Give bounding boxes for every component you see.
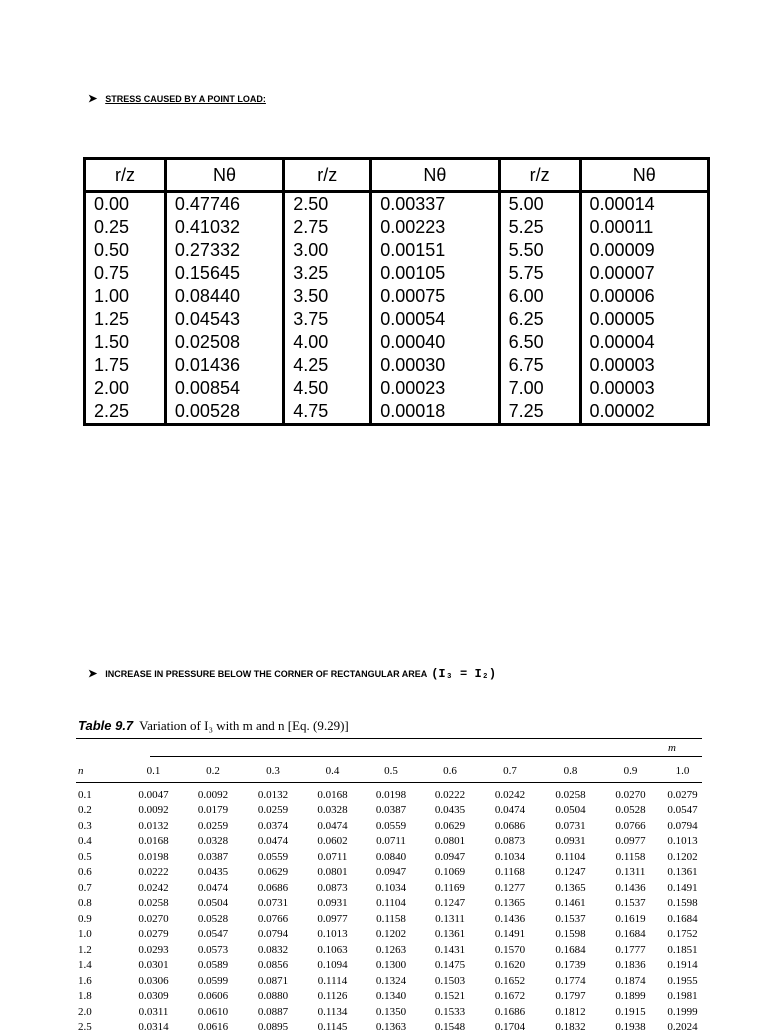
table-cell: 0.0887 xyxy=(243,1004,303,1020)
table-cell: 0.0931 xyxy=(540,834,601,850)
table-cell: 0.1491 xyxy=(660,880,705,896)
table-cell: 5.50 xyxy=(499,239,580,262)
n-value-cell: 1.4 xyxy=(76,958,124,974)
table-cell: 0.1915 xyxy=(601,1004,660,1020)
table-cell: 0.1168 xyxy=(480,865,540,881)
table-cell: 0.1684 xyxy=(660,911,705,927)
table-cell: 0.0387 xyxy=(183,849,243,865)
table-cell: 0.00003 xyxy=(580,354,708,377)
m-value-header: 0.8 xyxy=(540,761,601,781)
table-cell: 0.0629 xyxy=(243,865,303,881)
table-cell: 0.1537 xyxy=(540,911,601,927)
table-cell: 1.50 xyxy=(85,331,166,354)
table-cell: 4.25 xyxy=(284,354,371,377)
table-cell: 0.1598 xyxy=(540,927,601,943)
n-value-cell: 2.5 xyxy=(76,1020,124,1035)
table-cell: 0.0328 xyxy=(183,834,243,850)
table-cell: 0.0801 xyxy=(420,834,480,850)
m-value-header: 0.7 xyxy=(480,761,540,781)
table-cell: 0.00337 xyxy=(371,192,499,217)
table-cell: 0.0132 xyxy=(124,818,183,834)
n-value-cell: 0.5 xyxy=(76,849,124,865)
table-row xyxy=(76,834,705,850)
table-cell: 0.0610 xyxy=(183,1004,243,1020)
table-cell: 0.0573 xyxy=(183,942,243,958)
m-value-header: 0.3 xyxy=(243,761,303,781)
table-cell: 1.00 xyxy=(85,285,166,308)
table-cell: 0.0198 xyxy=(362,787,420,803)
table-row xyxy=(85,400,709,425)
table-cell: 0.1874 xyxy=(601,973,660,989)
table-row xyxy=(76,989,705,1005)
table-cell: 0.0871 xyxy=(243,973,303,989)
table-cell: 3.50 xyxy=(284,285,371,308)
table-cell: 0.1503 xyxy=(420,973,480,989)
table-cell: 0.00075 xyxy=(371,285,499,308)
table-cell: 0.1704 xyxy=(480,1020,540,1035)
table-cell: 0.1672 xyxy=(480,989,540,1005)
column-header: r/z xyxy=(85,159,166,192)
table-cell: 0.00007 xyxy=(580,262,708,285)
column-header: r/z xyxy=(284,159,371,192)
table-cell: 0.00040 xyxy=(371,331,499,354)
point-load-table xyxy=(83,157,710,426)
table-cell: 0.1340 xyxy=(362,989,420,1005)
table-cell: 0.0947 xyxy=(362,865,420,881)
n-value-cell: 0.7 xyxy=(76,880,124,896)
table-cell: 0.0309 xyxy=(124,989,183,1005)
table-cell: 0.1063 xyxy=(303,942,362,958)
table-cell: 0.0589 xyxy=(183,958,243,974)
table-cell: 0.1311 xyxy=(601,865,660,881)
table-cell: 0.1247 xyxy=(420,896,480,912)
n-value-cell: 0.3 xyxy=(76,818,124,834)
table-cell: 0.1533 xyxy=(420,1004,480,1020)
table-cell: 0.0559 xyxy=(243,849,303,865)
table-row xyxy=(85,354,709,377)
table-cell: 0.0895 xyxy=(243,1020,303,1035)
table-cell: 0.0047 xyxy=(124,787,183,803)
table-cell: 0.0801 xyxy=(303,865,362,881)
table-cell: 0.0474 xyxy=(183,880,243,896)
section-title: INCREASE IN PRESSURE BELOW THE CORNER OF RECTANGULAR AREA xyxy=(105,669,427,679)
table-cell: 0.1202 xyxy=(660,849,705,865)
m-value-header: 0.6 xyxy=(420,761,480,781)
table-9-7 xyxy=(76,761,705,1035)
table-cell: 2.75 xyxy=(284,216,371,239)
table-cell: 0.1094 xyxy=(303,958,362,974)
table-cell: 0.1034 xyxy=(480,849,540,865)
table-cell: 0.0279 xyxy=(124,927,183,943)
table-cell: 3.75 xyxy=(284,308,371,331)
table-row xyxy=(76,787,705,803)
table-cell: 0.1537 xyxy=(601,896,660,912)
table-cell: 0.0766 xyxy=(243,911,303,927)
table-header-row xyxy=(76,761,705,781)
table-cell: 0.0856 xyxy=(243,958,303,974)
section-heading-point-load xyxy=(88,92,266,105)
table-cell: 0.0629 xyxy=(420,818,480,834)
table-cell: 0.0686 xyxy=(480,818,540,834)
m-value-header: 0.4 xyxy=(303,761,362,781)
table-cell: 0.1034 xyxy=(362,880,420,896)
table-cell: 0.1812 xyxy=(540,1004,601,1020)
table-cell: 0.1832 xyxy=(540,1020,601,1035)
divider xyxy=(76,738,702,739)
table-cell: 0.0242 xyxy=(480,787,540,803)
table-row xyxy=(76,818,705,834)
n-header: n xyxy=(76,761,124,781)
table-cell: 6.50 xyxy=(499,331,580,354)
table-cell: 0.1686 xyxy=(480,1004,540,1020)
table-cell: 0.0092 xyxy=(183,787,243,803)
table-cell: 0.1461 xyxy=(540,896,601,912)
table-cell: 0.0474 xyxy=(243,834,303,850)
table-caption-text: Variation of I₃ with m and n [Eq. (9.29)] xyxy=(139,718,349,733)
m-value-header: 0.2 xyxy=(183,761,243,781)
table-cell: 0.1836 xyxy=(601,958,660,974)
table-cell: 0.00014 xyxy=(580,192,708,217)
table-cell: 0.1300 xyxy=(362,958,420,974)
table-cell: 4.75 xyxy=(284,400,371,425)
table-cell: 0.0731 xyxy=(540,818,601,834)
table-cell: 0.0258 xyxy=(124,896,183,912)
table-cell: 0.0794 xyxy=(243,927,303,943)
table-cell: 0.41032 xyxy=(165,216,283,239)
table-cell: 2.50 xyxy=(284,192,371,217)
n-value-cell: 1.6 xyxy=(76,973,124,989)
table-cell: 0.1851 xyxy=(660,942,705,958)
table-cell: 0.0293 xyxy=(124,942,183,958)
table-cell: 0.0168 xyxy=(303,787,362,803)
table-row xyxy=(85,308,709,331)
table-cell: 0.0222 xyxy=(124,865,183,881)
table-cell: 0.0977 xyxy=(601,834,660,850)
divider xyxy=(150,756,702,757)
m-axis-label: m xyxy=(668,742,676,754)
n-value-cell: 0.6 xyxy=(76,865,124,881)
table-cell: 0.1739 xyxy=(540,958,601,974)
table-cell: 0.1436 xyxy=(601,880,660,896)
table-row xyxy=(85,377,709,400)
table-cell: 0.00002 xyxy=(580,400,708,425)
table-cell: 3.00 xyxy=(284,239,371,262)
table-cell: 0.0602 xyxy=(303,834,362,850)
table-row xyxy=(76,942,705,958)
table-cell: 0.1169 xyxy=(420,880,480,896)
table-cell: 0.1797 xyxy=(540,989,601,1005)
table-cell: 0.1774 xyxy=(540,973,601,989)
n-value-cell: 0.4 xyxy=(76,834,124,850)
table-cell: 0.1114 xyxy=(303,973,362,989)
table-cell: 0.0606 xyxy=(183,989,243,1005)
table-cell: 0.0504 xyxy=(183,896,243,912)
table-cell: 0.00011 xyxy=(580,216,708,239)
table-cell: 0.02508 xyxy=(165,331,283,354)
table-row xyxy=(85,192,709,217)
table-cell: 0.1263 xyxy=(362,942,420,958)
n-value-cell: 0.1 xyxy=(76,787,124,803)
table-cell: 0.1684 xyxy=(540,942,601,958)
section-title: STRESS CAUSED BY A POINT LOAD: xyxy=(105,94,266,104)
arrow-bullet-icon: ➤ xyxy=(88,92,97,105)
table-row xyxy=(76,1020,705,1035)
column-header: Nθ xyxy=(580,159,708,192)
table-row xyxy=(76,896,705,912)
table-cell: 0.0328 xyxy=(303,803,362,819)
table-cell: 0.1752 xyxy=(660,927,705,943)
table-cell: 0.1570 xyxy=(480,942,540,958)
section-heading-rectangular-area xyxy=(88,667,496,681)
table-cell: 0.1938 xyxy=(601,1020,660,1035)
table-cell: 0.00054 xyxy=(371,308,499,331)
table-number: Table 9.7 xyxy=(78,718,133,733)
table-cell: 0.0092 xyxy=(124,803,183,819)
table-cell: 0.15645 xyxy=(165,262,283,285)
table-cell: 0.1069 xyxy=(420,865,480,881)
table-cell: 0.0616 xyxy=(183,1020,243,1035)
table-cell: 7.25 xyxy=(499,400,580,425)
table-cell: 0.0794 xyxy=(660,818,705,834)
table-cell: 0.1361 xyxy=(420,927,480,943)
table-cell: 0.00003 xyxy=(580,377,708,400)
table-row xyxy=(76,958,705,974)
table-cell: 0.75 xyxy=(85,262,166,285)
table-cell: 0.0731 xyxy=(243,896,303,912)
m-value-header: 1.0 xyxy=(660,761,705,781)
table-row xyxy=(76,927,705,943)
table-cell: 0.1431 xyxy=(420,942,480,958)
table-cell: 0.1684 xyxy=(601,927,660,943)
table-cell: 0.0880 xyxy=(243,989,303,1005)
table-row xyxy=(76,865,705,881)
table-cell: 0.1350 xyxy=(362,1004,420,1020)
table-cell: 0.1598 xyxy=(660,896,705,912)
table-cell: 0.0222 xyxy=(420,787,480,803)
table-row xyxy=(85,331,709,354)
column-header: Nθ xyxy=(165,159,283,192)
column-header: r/z xyxy=(499,159,580,192)
table-cell: 0.04543 xyxy=(165,308,283,331)
arrow-bullet-icon: ➤ xyxy=(88,667,97,680)
table-cell: 0.0947 xyxy=(420,849,480,865)
table-cell: 0.0766 xyxy=(601,818,660,834)
table-cell: 0.0547 xyxy=(660,803,705,819)
table-row xyxy=(85,216,709,239)
table-header-row xyxy=(85,159,709,192)
table-cell: 6.75 xyxy=(499,354,580,377)
table-cell: 0.1013 xyxy=(660,834,705,850)
table-cell: 2.00 xyxy=(85,377,166,400)
table-cell: 0.1013 xyxy=(303,927,362,943)
table-cell: 0.1277 xyxy=(480,880,540,896)
table-cell: 0.1247 xyxy=(540,865,601,881)
n-value-cell: 0.2 xyxy=(76,803,124,819)
table-cell: 0.0270 xyxy=(124,911,183,927)
table-cell: 0.0474 xyxy=(303,818,362,834)
table-row xyxy=(76,973,705,989)
table-cell: 0.1999 xyxy=(660,1004,705,1020)
table-cell: 0.1311 xyxy=(420,911,480,927)
table-cell: 0.0686 xyxy=(243,880,303,896)
table-cell: 0.0528 xyxy=(183,911,243,927)
n-value-cell: 0.8 xyxy=(76,896,124,912)
table-cell: 0.0314 xyxy=(124,1020,183,1035)
table-cell: 0.1777 xyxy=(601,942,660,958)
table-cell: 0.1521 xyxy=(420,989,480,1005)
table-cell: 0.1491 xyxy=(480,927,540,943)
table-cell: 6.25 xyxy=(499,308,580,331)
table-cell: 0.1363 xyxy=(362,1020,420,1035)
table-cell: 0.08440 xyxy=(165,285,283,308)
table-cell: 0.0435 xyxy=(420,803,480,819)
table-cell: 0.1620 xyxy=(480,958,540,974)
table-row xyxy=(85,285,709,308)
table-cell: 0.0259 xyxy=(183,818,243,834)
table-cell: 3.25 xyxy=(284,262,371,285)
table-cell: 0.47746 xyxy=(165,192,283,217)
table-cell: 0.0873 xyxy=(303,880,362,896)
table-cell: 0.0547 xyxy=(183,927,243,943)
table-cell: 0.0840 xyxy=(362,849,420,865)
table-cell: 0.0873 xyxy=(480,834,540,850)
table-cell: 0.1361 xyxy=(660,865,705,881)
table-row xyxy=(76,803,705,819)
table-cell: 0.1134 xyxy=(303,1004,362,1020)
table-cell: 0.0504 xyxy=(540,803,601,819)
table-cell: 0.00005 xyxy=(580,308,708,331)
table-row xyxy=(85,239,709,262)
table-cell: 0.1104 xyxy=(362,896,420,912)
n-value-cell: 2.0 xyxy=(76,1004,124,1020)
table-cell: 0.0832 xyxy=(243,942,303,958)
table-cell: 0.0306 xyxy=(124,973,183,989)
table-cell: 0.00023 xyxy=(371,377,499,400)
divider xyxy=(76,782,702,783)
m-value-header: 0.5 xyxy=(362,761,420,781)
table-cell: 5.75 xyxy=(499,262,580,285)
table-cell: 0.0301 xyxy=(124,958,183,974)
table-cell: 0.1145 xyxy=(303,1020,362,1035)
table-caption xyxy=(78,718,349,734)
table-cell: 0.00006 xyxy=(580,285,708,308)
table-cell: 5.25 xyxy=(499,216,580,239)
table-cell: 0.0387 xyxy=(362,803,420,819)
table-cell: 0.0198 xyxy=(124,849,183,865)
table-cell: 0.0435 xyxy=(183,865,243,881)
table-cell: 0.0242 xyxy=(124,880,183,896)
table-cell: 0.0270 xyxy=(601,787,660,803)
table-row xyxy=(76,911,705,927)
section-formula: (I₃ = I₂) xyxy=(431,667,496,681)
table-cell: 0.00030 xyxy=(371,354,499,377)
table-cell: 0.1104 xyxy=(540,849,601,865)
table-cell: 0.0258 xyxy=(540,787,601,803)
table-cell: 0.0279 xyxy=(660,787,705,803)
table-cell: 0.00009 xyxy=(580,239,708,262)
table-cell: 0.0528 xyxy=(601,803,660,819)
table-cell: 0.1548 xyxy=(420,1020,480,1035)
table-cell: 0.00004 xyxy=(580,331,708,354)
table-cell: 2.25 xyxy=(85,400,166,425)
table-cell: 0.0977 xyxy=(303,911,362,927)
table-cell: 0.00223 xyxy=(371,216,499,239)
table-cell: 0.0931 xyxy=(303,896,362,912)
table-cell: 0.1914 xyxy=(660,958,705,974)
table-cell: 0.50 xyxy=(85,239,166,262)
table-cell: 0.1324 xyxy=(362,973,420,989)
m-value-header: 0.1 xyxy=(124,761,183,781)
n-value-cell: 1.8 xyxy=(76,989,124,1005)
table-cell: 4.50 xyxy=(284,377,371,400)
table-cell: 0.0599 xyxy=(183,973,243,989)
table-cell: 0.1475 xyxy=(420,958,480,974)
table-cell: 0.0711 xyxy=(303,849,362,865)
table-row xyxy=(76,880,705,896)
table-cell: 0.1436 xyxy=(480,911,540,927)
table-cell: 0.1652 xyxy=(480,973,540,989)
m-value-header: 0.9 xyxy=(601,761,660,781)
table-cell: 0.1619 xyxy=(601,911,660,927)
table-cell: 0.00105 xyxy=(371,262,499,285)
table-cell: 6.00 xyxy=(499,285,580,308)
table-cell: 0.0132 xyxy=(243,787,303,803)
table-cell: 0.00528 xyxy=(165,400,283,425)
table-cell: 0.1202 xyxy=(362,927,420,943)
table-cell: 0.1365 xyxy=(540,880,601,896)
table-cell: 0.00854 xyxy=(165,377,283,400)
table-cell: 0.25 xyxy=(85,216,166,239)
table-cell: 0.0259 xyxy=(243,803,303,819)
table-cell: 1.25 xyxy=(85,308,166,331)
table-cell: 5.00 xyxy=(499,192,580,217)
table-cell: 0.0374 xyxy=(243,818,303,834)
table-cell: 0.00 xyxy=(85,192,166,217)
table-cell: 0.1126 xyxy=(303,989,362,1005)
table-cell: 0.27332 xyxy=(165,239,283,262)
table-cell: 0.1158 xyxy=(601,849,660,865)
table-cell: 0.1955 xyxy=(660,973,705,989)
n-value-cell: 0.9 xyxy=(76,911,124,927)
table-cell: 7.00 xyxy=(499,377,580,400)
n-value-cell: 1.2 xyxy=(76,942,124,958)
table-cell: 0.01436 xyxy=(165,354,283,377)
table-cell: 0.1365 xyxy=(480,896,540,912)
table-cell: 4.00 xyxy=(284,331,371,354)
table-cell: 0.1158 xyxy=(362,911,420,927)
table-cell: 0.1899 xyxy=(601,989,660,1005)
table-cell: 0.0168 xyxy=(124,834,183,850)
table-row xyxy=(85,262,709,285)
table-cell: 0.0711 xyxy=(362,834,420,850)
column-header: Nθ xyxy=(371,159,499,192)
table-cell: 0.0311 xyxy=(124,1004,183,1020)
table-cell: 0.0474 xyxy=(480,803,540,819)
table-cell: 0.00018 xyxy=(371,400,499,425)
table-cell: 1.75 xyxy=(85,354,166,377)
table-row xyxy=(76,849,705,865)
table-cell: 0.0179 xyxy=(183,803,243,819)
table-cell: 0.1981 xyxy=(660,989,705,1005)
table-cell: 0.2024 xyxy=(660,1020,705,1035)
n-value-cell: 1.0 xyxy=(76,927,124,943)
table-cell: 0.0559 xyxy=(362,818,420,834)
table-row xyxy=(76,1004,705,1020)
table-cell: 0.00151 xyxy=(371,239,499,262)
